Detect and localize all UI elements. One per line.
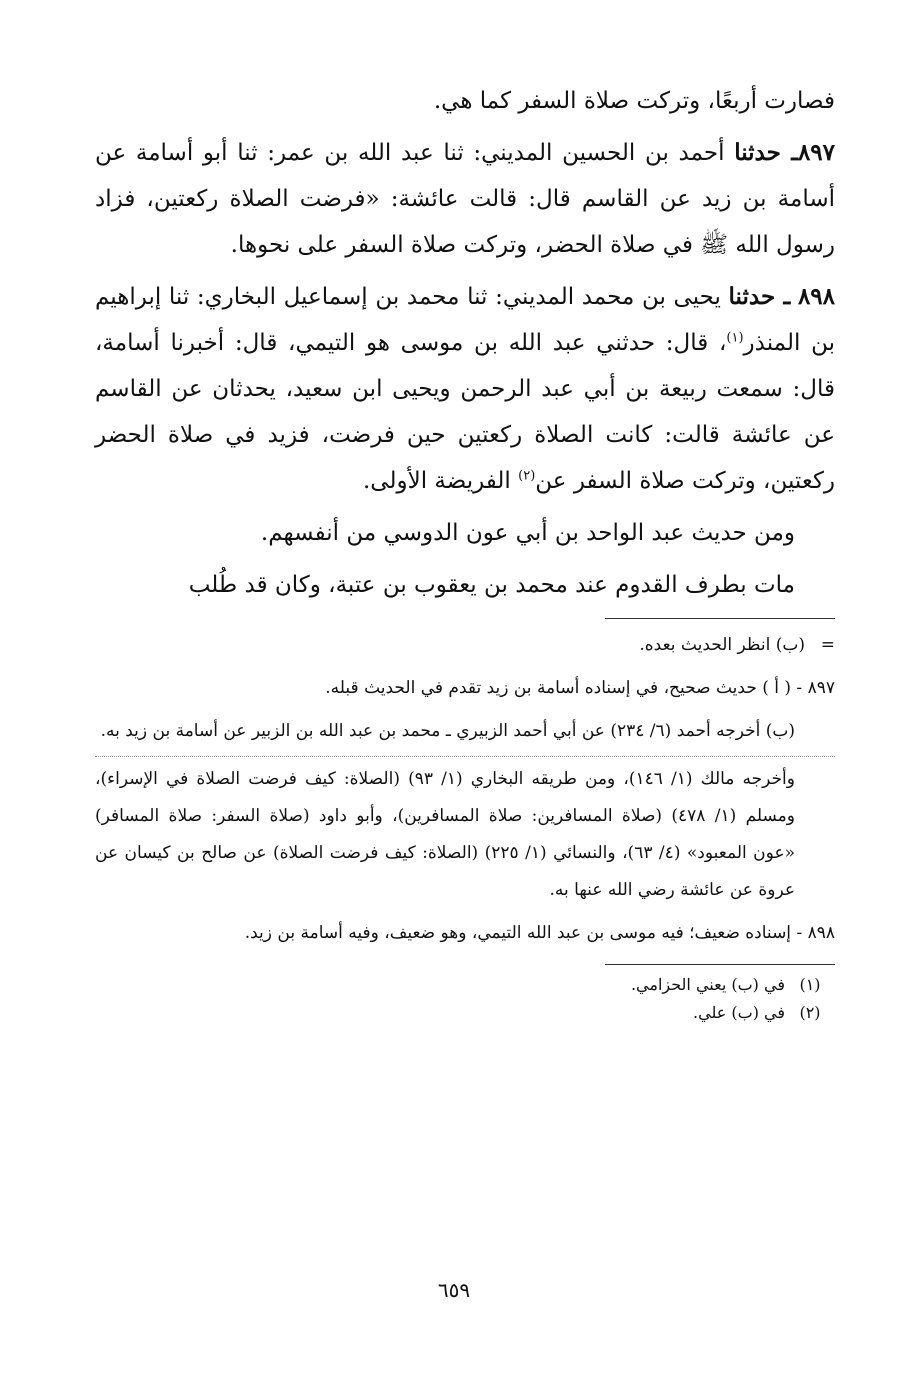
note-897-c: وأخرجه مالك (١/ ١٤٦)، ومن طريقه البخاري (١/ ٩٣) (الصلاة: كيف فرضت الصلاة في الإسراء)، ومسلم (١/ ٤٧٨) (صلاة المسافرين: صلاة المسافرين)، وأبو داود (صلاة السفر: صلاة المسافر) «عون المعبود» (٤/ ٦٣)، والنسائي (١/ ٢٢٥) (الصلاة: كيف فرضت الصلاة) عن صالح بن كيسان عن عروة عن عائشة رضي الله عنها به.	[95, 769, 795, 900]
footnotes-separator	[605, 964, 835, 965]
footnote-number: (٢)	[799, 1003, 821, 1022]
note-897-a: ٨٩٧ - ( أ ) حديث صحيح، في إسناده أسامة بن زيد تقدم في الحديث قبله.	[325, 678, 835, 698]
hadith-text: أحمد بن الحسين المديني: ثنا عبد الله بن عمر: ثنا أبو أسامة عن أسامة بن زيد عن القاسم قال: قالت عائشة: «فرضت الصلاة ركعتين، فزاد رسول الله ﷺ في صلاة الحضر، وتركت صلاة السفر على نحوها.	[95, 140, 835, 258]
paragraph-death: مات بطرف القدوم عند محمد بن يعقوب بن عتبة، وكان قد طُلب	[188, 572, 795, 598]
hadith-number: ٨٩٨	[797, 283, 835, 310]
hadith-898	[95, 274, 835, 504]
commentary-notes	[95, 627, 835, 952]
notes-separator	[605, 618, 835, 619]
note-897-b: (ب) أخرجه أحمد (٦/ ٢٣٤) عن أبي أحمد الزبيري ـ محمد بن عبد الله بن الزبير عن أسامة بن زيد به.	[100, 721, 795, 741]
footnote-marker: (١)	[726, 330, 744, 346]
footnotes	[95, 971, 835, 1027]
main-text	[95, 78, 835, 608]
hadith-897	[95, 130, 835, 268]
footnote-number: (١)	[799, 975, 821, 994]
footnote-text: في (ب) علي.	[693, 1003, 785, 1022]
footnote-text: في (ب) يعني الحزامي.	[630, 975, 785, 994]
footnote-marker: (٢)	[518, 468, 536, 484]
hadith-keyword: ـ حدثنا	[734, 139, 798, 166]
page-body	[95, 78, 835, 1027]
hadith-keyword: ـ حدثنا	[728, 283, 791, 310]
hadith-text: الفريضة الأولى.	[363, 468, 519, 494]
continuation-mark: =	[820, 635, 835, 655]
hadith-text: ، قال: حدثني عبد الله بن موسى هو التيمي، قال: أخبرنا أسامة، قال: سمعت ربيعة بن أبي عبد الرحمن ويحيى ابن سعيد، يحدثان عن القاسم عن عائشة قالت: كانت الصلاة ركعتين حين فرضت، فزيد في صلاة الحضر ركعتين، وتركت صلاة السفر عن	[95, 330, 835, 494]
paragraph-continuation: فصارت أربعًا، وتركت صلاة السفر كما هي.	[433, 88, 835, 114]
note-previous: =(ب) انظر الحديث بعده.	[95, 627, 835, 664]
dotted-divider	[95, 756, 835, 757]
paragraph-abdulwahid: ومن حديث عبد الواحد بن أبي عون الدوسي من أنفسهم.	[260, 520, 795, 546]
note-898: ٨٩٨ - إسناده ضعيف؛ فيه موسى بن عبد الله التيمي، وهو ضعيف، وفيه أسامة بن زيد.	[244, 923, 835, 943]
footnote-item	[95, 999, 835, 1027]
page-number: ٦٥٩	[437, 1278, 471, 1302]
hadith-number: ٨٩٧	[797, 139, 836, 166]
hadith-text: يحيى بن محمد المديني: ثنا محمد بن إسماعيل البخاري: ثنا إبراهيم بن المنذر	[95, 284, 835, 356]
footnote-item	[95, 971, 835, 999]
